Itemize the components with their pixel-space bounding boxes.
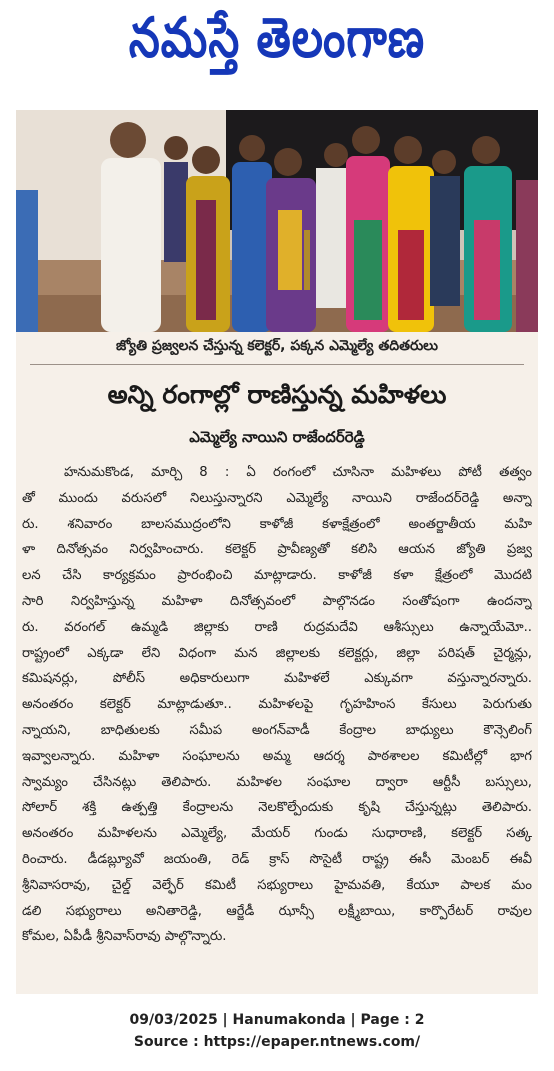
- article-line: కమిషనర్లు, పోలీస్ అధికారులుగా మహిళలే ఎక్కువగా వస్తున్నారన్నారు.: [22, 671, 532, 687]
- article-line: రు. శనివారం బాలసముద్రంలోని కాళోజీ కళాక్షేత్రంలో అంతర్జాతీయ మహి: [22, 516, 532, 532]
- article-line: ళా దినోత్సవం నిర్వహించారు. కలెక్టర్ ప్రావీణ్యతో కలిసి ఆయన జ్యోతి ప్రజ్వ: [22, 542, 532, 558]
- article-line: డలి సభ్యురాలు అనితారెడ్డి, ఆర్జేడీ ఝాన్సీ లక్ష్మీబాయి, కార్పొరేటర్ రావుల: [22, 903, 532, 919]
- article-byline: ఎమ్మెల్యే నాయిని రాజేందర్‌రెడ్డి: [189, 428, 365, 446]
- article-line: స్వామ్యం చేసినట్లు తెలిపారు. మహిళల సంఘాల ద్వారా ఆర్టీసీ బస్సులు,: [22, 774, 532, 790]
- article-line: అనంతరం మహిళలను ఎమ్మెల్యే, మేయర్ గుండు సుధారాణి, కలెక్టర్ సత్క: [22, 826, 532, 842]
- article-line: న్నాయని, బాధితులకు సమీప అంగన్‌వాడీ కేంద్రాల బాధ్యులు కౌన్సెలింగ్: [22, 722, 532, 738]
- photo-caption: జ్యోతి ప్రజ్వలన చేస్తున్న కలెక్టర్, పక్కన ఎమ్మెల్యే తదితరులు: [116, 338, 438, 354]
- caption-divider: [30, 364, 524, 365]
- article-line: సోలార్ శక్తి ఉత్పత్తి కేంద్రాలను నెలకొల్పేందుకు కృషి చేస్తున్నట్లు తెలిపారు.: [22, 800, 532, 816]
- article-line: సారి నిర్వహిస్తున్న మహిళా దినోత్సవంలో పాల్గొనడం సంతోషంగా ఉందన్నా: [22, 593, 532, 609]
- article-line: ఇవ్వాలన్నారు. మహిళా సంఘాలను అమ్మ ఆదర్శ పాఠశాలల కమిటీల్లో భాగ: [22, 748, 532, 764]
- article-body: [22, 460, 532, 950]
- article-line: లన చేసి కార్యక్రమం ప్రారంభించి మాట్లాడారు. కాళోజీ కళా క్షేత్రంలో మొదటి: [22, 568, 532, 584]
- article-line: శ్రీనివాసరావు, చైల్డ్ వెల్ఫేర్ కమిటీ సభ్యురాలు హైమవతి, కేయూ పాలక మం: [22, 877, 532, 893]
- masthead: [0, 0, 554, 90]
- article-line: రాష్ట్రంలో ఎక్కడా లేని విధంగా మన జిల్లాలకు కలెక్టర్లు, జిల్లా పరిషత్ చైర్మన్లు,: [22, 645, 532, 661]
- footer-date-page: 09/03/2025 | Hanumakonda | Page : 2: [129, 1012, 425, 1028]
- masthead-title: నమస్తే తెలంగాణ: [128, 6, 426, 70]
- footer-source: Source : https://epaper.ntnews.com/: [133, 1034, 421, 1050]
- article-line: హనుమకొండ, మార్చి 8 : ఏ రంగంలో చూసినా మహిళలు పోటీ తత్వం: [64, 465, 532, 480]
- article-headline: అన్ని రంగాల్లో రాణిస్తున్న మహిళలు: [107, 380, 447, 409]
- article-line: కోమల, ఏపీడీ శ్రీనివాస్‌రావు పాల్గొన్నారు.: [22, 929, 227, 945]
- article-line: తో ముందు వరుసలో నిలుస్తున్నారని ఎమ్మెల్యే నాయిని రాజేందర్‌రెడ్డి అన్నా: [22, 490, 532, 506]
- article-line: రించారు. డీడబ్ల్యూవో జయంతి, రెడ్ క్రాస్ సొసైటీ రాష్ట్ర ఈసీ మెంబర్ ఈవీ: [22, 851, 532, 867]
- event-photo: [16, 110, 538, 332]
- article-line: రు. వరంగల్ ఉమ్మడి జిల్లాకు రాణి రుద్రమదేవి ఆశీస్సులు ఉన్నాయేమో..: [22, 619, 532, 635]
- article-line: అనంతరం కలెక్టర్ మాట్లాడుతూ.. మహిళలపై గృహహింస కేసులు పెరుగుతు: [22, 697, 532, 713]
